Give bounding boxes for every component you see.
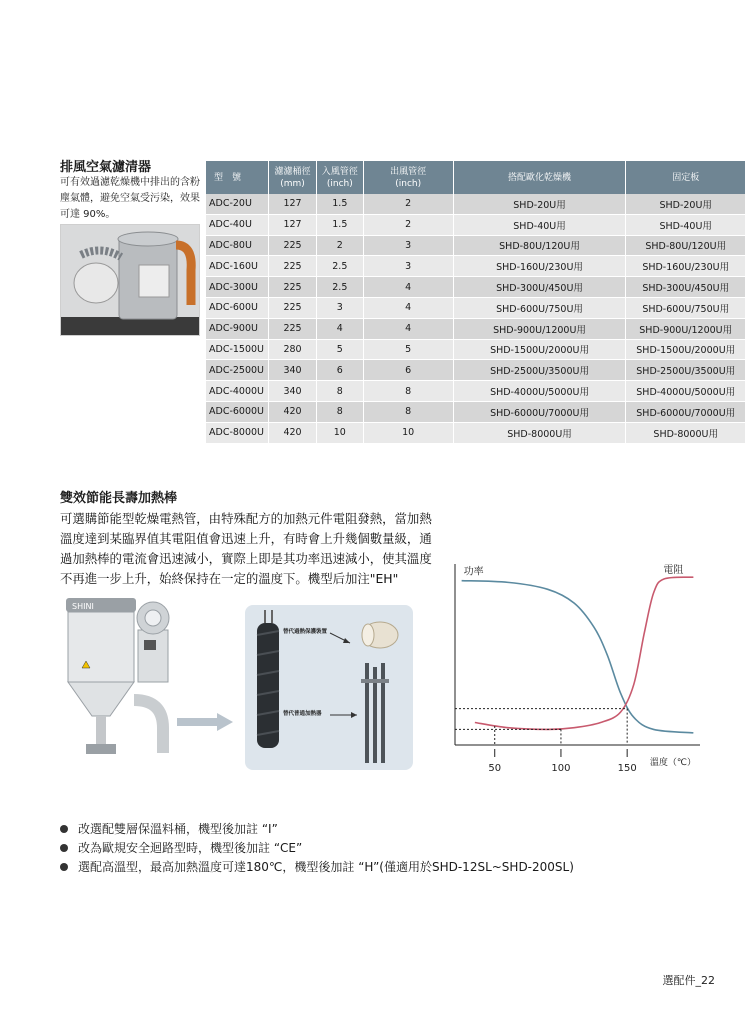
table-row [206, 423, 745, 444]
machine-brand-label: SHINI [72, 602, 94, 611]
table-cell: SHD-80U/120U用 [454, 236, 627, 257]
table-cell: 2 [317, 236, 364, 257]
table-cell: SHD-600U/750U用 [454, 298, 627, 319]
table-cell: SHD-2500U/3500U用 [626, 360, 745, 381]
col-plate: 固定板 [626, 161, 745, 194]
table-cell: SHD-8000U用 [454, 423, 627, 444]
table-cell: 225 [269, 298, 317, 319]
table-cell: 280 [269, 340, 317, 361]
page-footer: 選配件_22 [662, 974, 715, 987]
table-cell: 3 [364, 236, 454, 257]
table-cell: SHD-160U/230U用 [626, 256, 745, 277]
label-replace-heater: 替代普通加熱器 [283, 711, 322, 717]
table-cell: ADC-2500U [206, 360, 269, 381]
table-row [206, 319, 745, 340]
table-cell: 1.5 [317, 194, 364, 215]
table-cell: 225 [269, 319, 317, 340]
table-cell: 8 [317, 402, 364, 423]
col-inlet: 入風管徑 (inch) [317, 161, 364, 194]
table-row [206, 360, 745, 381]
table-cell: ADC-600U [206, 298, 269, 319]
table-cell: SHD-1500U/2000U用 [626, 340, 745, 361]
table-cell: 3 [364, 256, 454, 277]
x-tick-label: 50 [488, 763, 502, 774]
dryer-machine-image [58, 588, 186, 763]
table-cell: SHD-40U用 [454, 215, 627, 236]
table-cell: 225 [269, 256, 317, 277]
table-cell: SHD-2500U/3500U用 [454, 360, 627, 381]
x-tick-label: 150 [617, 763, 637, 774]
table-cell: SHD-600U/750U用 [626, 298, 745, 319]
table-cell: 3 [317, 298, 364, 319]
table-cell: SHD-900U/1200U用 [626, 319, 745, 340]
table-cell: SHD-160U/230U用 [454, 256, 627, 277]
series-line-1 [475, 577, 694, 729]
table-cell: 6 [317, 360, 364, 381]
table-cell: SHD-20U用 [626, 194, 745, 215]
filter-section-title: 排風空氣濾清器 [60, 160, 152, 175]
table-cell: ADC-900U [206, 319, 269, 340]
table-cell: 4 [317, 319, 364, 340]
options-list [60, 820, 574, 877]
table-cell: SHD-40U用 [626, 215, 745, 236]
table-cell: SHD-20U用 [454, 194, 627, 215]
table-cell: 340 [269, 360, 317, 381]
table-cell: 420 [269, 423, 317, 444]
heater-section-title: 雙效節能長壽加熱棒 [60, 491, 178, 506]
table-cell: 5 [317, 340, 364, 361]
label-replace-overheat: 替代過熱保護裝置 [283, 629, 328, 635]
table-cell: ADC-4000U [206, 381, 269, 402]
table-cell: 4 [364, 298, 454, 319]
table-row [206, 340, 745, 361]
series-label-resistance: 電阻 [663, 565, 684, 577]
col-dryer: 搭配歐化乾燥機 [454, 161, 627, 194]
col-filter-diameter: 濾濾桶徑 (mm) [269, 161, 317, 194]
table-cell: SHD-900U/1200U用 [454, 319, 627, 340]
table-cell: 5 [364, 340, 454, 361]
table-row [206, 194, 745, 215]
table-cell: 127 [269, 194, 317, 215]
table-row [206, 256, 745, 277]
table-cell: 1.5 [317, 215, 364, 236]
table-cell: SHD-4000U/5000U用 [626, 381, 745, 402]
table-cell: 2.5 [317, 277, 364, 298]
table-cell: 2 [364, 215, 454, 236]
col-outlet: 出風管徑 (inch) [364, 161, 454, 194]
filter-spec-table [206, 161, 745, 444]
table-cell: ADC-8000U [206, 423, 269, 444]
x-axis-label: 溫度（℃） [649, 758, 696, 768]
table-row [206, 215, 745, 236]
table-cell: 10 [364, 423, 454, 444]
table-cell: 8 [317, 381, 364, 402]
bullet-icon [60, 844, 68, 852]
table-cell: 2.5 [317, 256, 364, 277]
table-cell: 8 [364, 381, 454, 402]
table-cell: ADC-6000U [206, 402, 269, 423]
table-row [206, 298, 745, 319]
series-label-power: 功率 [463, 566, 484, 578]
table-row [206, 402, 745, 423]
table-header-row [206, 161, 745, 194]
table-cell: 225 [269, 236, 317, 257]
table-cell: 10 [317, 423, 364, 444]
col-model: 型 號 [206, 161, 269, 194]
table-cell: SHD-300U/450U用 [454, 277, 627, 298]
power-resistance-chart [450, 560, 710, 775]
heater-description: 可選購節能型乾燥電熱管，由特殊配方的加熱元件電阻發熱，當加熱溫度達到某臨界值其電阻值會迅速上升，有時會上升幾個數量級，通過加熱棒的電流會迅速減小，實際上即是其功率迅速減小，使其溫度不再進一步上升，始終保持在一定的溫度下。機型后加注"EH" [60, 511, 432, 586]
table-row [206, 381, 745, 402]
table-cell: SHD-6000U/7000U用 [454, 402, 627, 423]
x-tick-label: 100 [551, 763, 571, 774]
table-cell: ADC-80U [206, 236, 269, 257]
filter-description: 可有效過濾乾燥機中排出的含粉塵氣體，避免空氣受污染，效果可達 90%。 [60, 177, 200, 220]
list-item: 選配高溫型，最高加熱溫度可達180℃，機型後加註 “H”(僅適用於SHD-12SL~SHD-200SL) [60, 858, 574, 877]
list-item: 改為歐規安全迴路型時，機型後加註 “CE” [60, 839, 574, 858]
table-cell: 340 [269, 381, 317, 402]
table-cell: 420 [269, 402, 317, 423]
table-cell: 6 [364, 360, 454, 381]
arrow-icon [175, 712, 235, 732]
table-cell: ADC-20U [206, 194, 269, 215]
table-cell: ADC-160U [206, 256, 269, 277]
table-cell: ADC-1500U [206, 340, 269, 361]
table-row [206, 277, 745, 298]
table-cell: SHD-4000U/5000U用 [454, 381, 627, 402]
table-cell: 127 [269, 215, 317, 236]
table-cell: ADC-40U [206, 215, 269, 236]
list-item: 改選配雙層保溫料桶，機型後加註 “I” [60, 820, 574, 839]
table-cell: 4 [364, 319, 454, 340]
table-cell: 4 [364, 277, 454, 298]
series-line-0 [462, 581, 694, 733]
table-cell: 2 [364, 194, 454, 215]
bullet-icon [60, 825, 68, 833]
chart-svg [450, 560, 710, 775]
table-cell: 8 [364, 402, 454, 423]
table-cell: SHD-8000U用 [626, 423, 745, 444]
table-cell: ADC-300U [206, 277, 269, 298]
heater-rod-panel [245, 605, 413, 770]
table-cell: SHD-80U/120U用 [626, 236, 745, 257]
air-filter-photo [60, 224, 200, 336]
table-cell: SHD-300U/450U用 [626, 277, 745, 298]
table-row [206, 236, 745, 257]
bullet-icon [60, 863, 68, 871]
table-cell: 225 [269, 277, 317, 298]
table-cell: SHD-6000U/7000U用 [626, 402, 745, 423]
table-cell: SHD-1500U/2000U用 [454, 340, 627, 361]
